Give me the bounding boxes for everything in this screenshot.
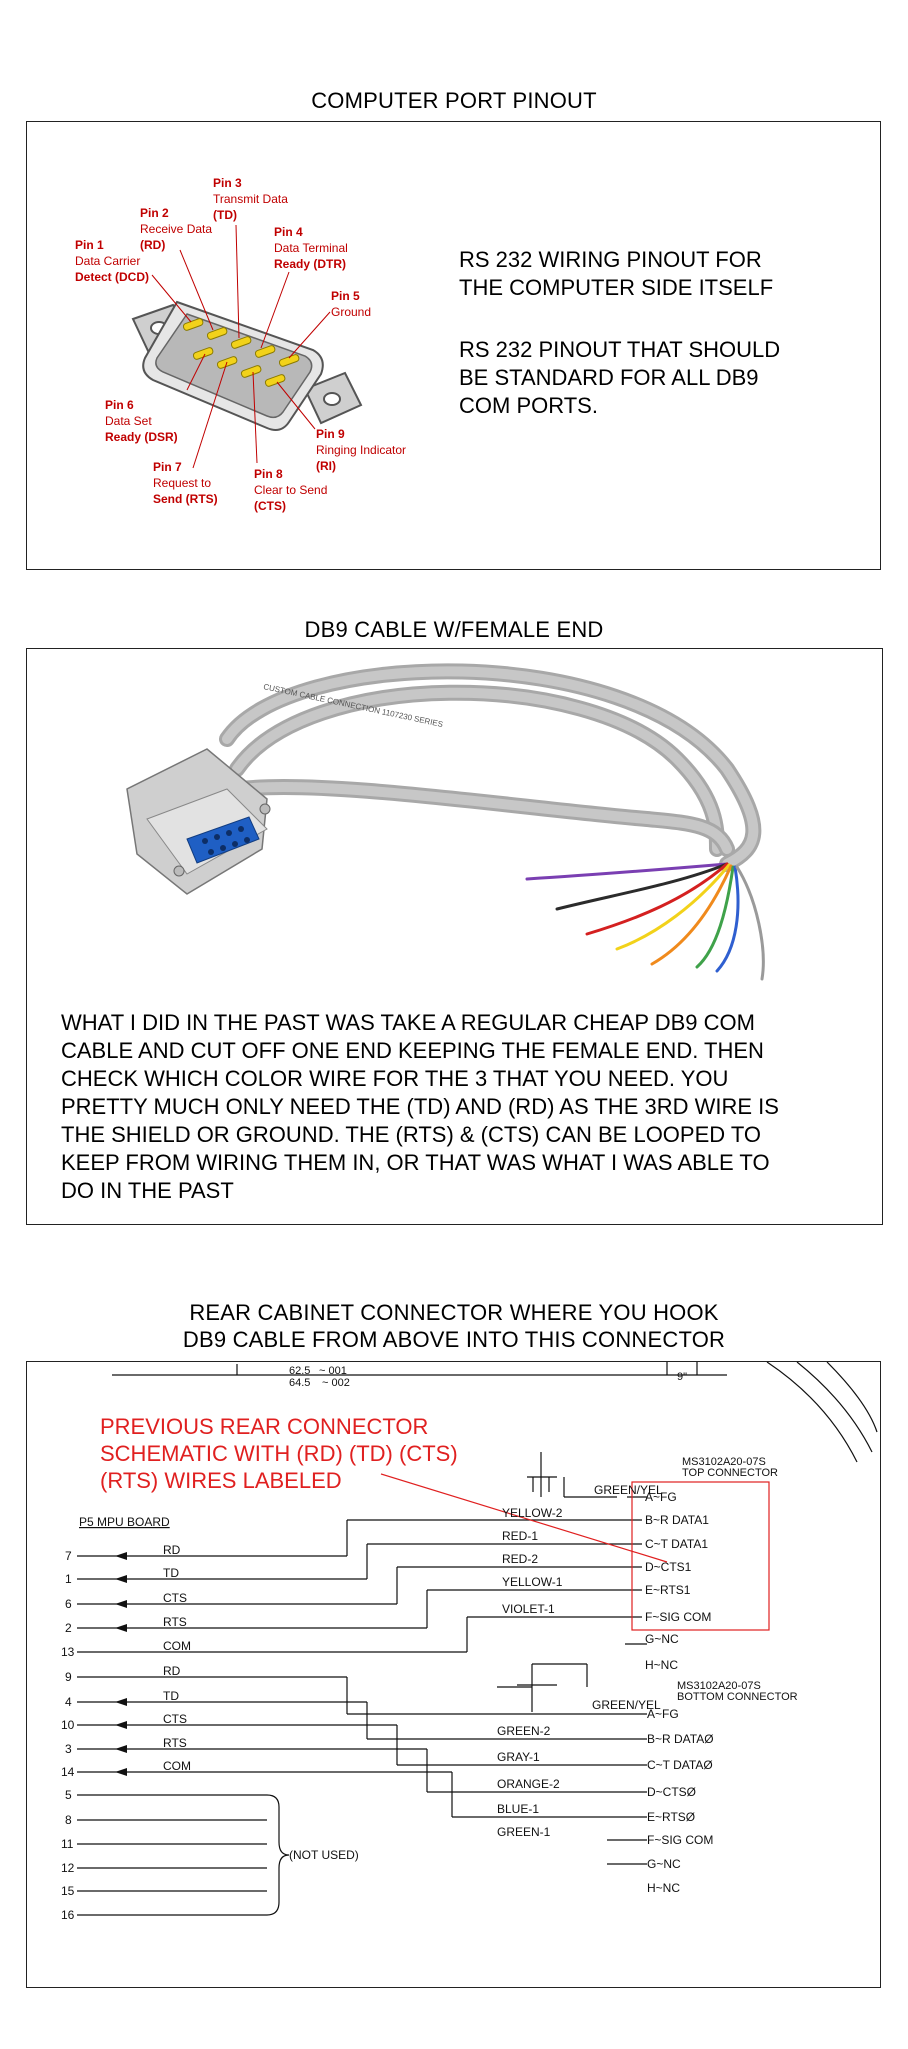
board-signal-label: TD <box>163 1566 179 1580</box>
board-signal-label: COM <box>163 1639 191 1653</box>
db9-cable-photo <box>27 649 882 989</box>
signal-arrows <box>115 1552 127 1776</box>
board-pin-number: 7 <box>65 1549 72 1563</box>
top-pin-g: G~NC <box>645 1632 679 1646</box>
wire-color: RED-2 <box>502 1552 539 1566</box>
bottom-pin-h: H~NC <box>647 1881 681 1895</box>
board-pin-number: 5 <box>65 1788 72 1802</box>
board-pin-number: 6 <box>65 1597 72 1611</box>
instruction-line: THE SHIELD OR GROUND. THE (RTS) & (CTS) CAN BE LOOPED TO <box>61 1122 762 1147</box>
pinout-note <box>459 246 780 420</box>
pin8-desc: Clear to Send <box>254 483 328 497</box>
board-pin-number: 10 <box>61 1718 75 1732</box>
db9-female-connector <box>127 749 270 894</box>
top-pin-c: C~T DATA1 <box>645 1537 709 1551</box>
wire-color: GRAY-1 <box>497 1750 540 1764</box>
pin1-abbr: Detect (DCD) <box>75 270 150 284</box>
board-pin-number: 3 <box>65 1742 72 1756</box>
schematic-panel <box>26 1361 881 1988</box>
top-pin-f: F~SIG COM <box>645 1610 712 1624</box>
bottom-pin-e: E~RTSØ <box>647 1810 696 1824</box>
top-pin-d: D~CTS1 <box>645 1560 692 1574</box>
green-yel-label: GREEN/YEL <box>592 1698 661 1712</box>
bottom-connector-part: MS3102A20-07S <box>677 1680 761 1692</box>
green-yel-label: GREEN/YEL <box>594 1483 663 1497</box>
wire-color: GREEN-2 <box>497 1724 551 1738</box>
highlighted-pins-box <box>632 1482 769 1630</box>
section1-title: COMPUTER PORT PINOUT <box>311 88 597 113</box>
pin6-desc: Data Set <box>105 414 152 428</box>
board-signal-label: RD <box>163 1664 181 1678</box>
fanned-wires <box>527 864 763 979</box>
db9-connector-drawing <box>133 302 361 430</box>
board-pin-number: 14 <box>61 1765 75 1779</box>
pin6-label: Pin 6 <box>105 398 134 412</box>
note-line: THE COMPUTER SIDE ITSELF <box>459 275 774 300</box>
note-line: BE STANDARD FOR ALL DB9 <box>459 365 759 390</box>
pin2-abbr: (RD) <box>140 238 166 252</box>
board-signal-label: CTS <box>163 1712 187 1726</box>
pin1-desc: Data Carrier <box>75 254 141 268</box>
instruction-line: PRETTY MUCH ONLY NEED THE (TD) AND (RD) AS THE 3RD WIRE IS <box>61 1094 779 1119</box>
board-signal-label: TD <box>163 1689 179 1703</box>
pin3-abbr: (TD) <box>213 208 237 222</box>
red-annotation-line2: SCHEMATIC WITH (RD) (TD) (CTS) <box>100 1441 458 1466</box>
pin8-label: Pin 8 <box>254 467 283 481</box>
pin7-desc: Request to <box>153 476 212 490</box>
pin2-label: Pin 2 <box>140 206 169 220</box>
pin9-abbr: (RI) <box>316 459 336 473</box>
pin9-label: Pin 9 <box>316 427 345 441</box>
pin8-abbr: (CTS) <box>254 499 286 513</box>
pin7-abbr: Send (RTS) <box>153 492 218 506</box>
top-pin-b: B~R DATA1 <box>645 1513 709 1527</box>
pin4-desc: Data Terminal <box>274 241 348 255</box>
wire-color: YELLOW-1 <box>502 1575 563 1589</box>
bottom-pin-a: A~FG <box>647 1707 679 1721</box>
cable-instructions <box>61 1009 779 1205</box>
board-pin-number: 15 <box>61 1884 75 1898</box>
pin4-abbr: Ready (DTR) <box>274 257 347 271</box>
pin6-abbr: Ready (DSR) <box>105 430 178 444</box>
wire-color: YELLOW-2 <box>502 1506 563 1520</box>
note-line: COM PORTS. <box>459 393 598 418</box>
wire-color: RED-1 <box>502 1529 539 1543</box>
note-line: RS 232 WIRING PINOUT FOR <box>459 247 762 272</box>
pinout-panel <box>26 121 881 570</box>
pin7-label: Pin 7 <box>153 460 182 474</box>
red-annotation-line1: PREVIOUS REAR CONNECTOR <box>100 1414 429 1439</box>
top-pin-a: A~FG <box>645 1490 677 1504</box>
bottom-pin-d: D~CTSØ <box>647 1785 697 1799</box>
cable-coils <box>227 671 753 864</box>
wire-color: GREEN-1 <box>497 1825 551 1839</box>
board-signal-label: CTS <box>163 1591 187 1605</box>
pin2-desc: Receive Data <box>140 222 213 236</box>
pin4-label: Pin 4 <box>274 225 303 239</box>
instruction-line: DO IN THE PAST <box>61 1178 234 1203</box>
wire-color: VIOLET-1 <box>502 1602 555 1616</box>
board-label: P5 MPU BOARD <box>79 1515 170 1529</box>
pin1-label: Pin 1 <box>75 238 104 252</box>
top-pin-h: H~NC <box>645 1658 679 1672</box>
pin5-desc: Ground <box>331 305 372 319</box>
wire-color: ORANGE-2 <box>497 1777 560 1791</box>
board-pin-number: 1 <box>65 1572 72 1586</box>
section2-title: DB9 CABLE W/FEMALE END <box>304 617 604 642</box>
dim-label: ~ 002 <box>322 1377 350 1389</box>
pin3-label: Pin 3 <box>213 176 242 190</box>
pin5-label: Pin 5 <box>331 289 360 303</box>
cable-print-text: CUSTOM CABLE CONNECTION 1107230 SERIES <box>262 682 444 730</box>
bottom-pin-b: B~R DATAØ <box>647 1732 714 1746</box>
bottom-pin-f: F~SIG COM <box>647 1833 714 1847</box>
pin9-desc: Ringing Indicator <box>316 443 407 457</box>
dim-label: 9" <box>677 1371 688 1383</box>
board-pin-number: 8 <box>65 1813 72 1827</box>
top-connector-part: MS3102A20-07S <box>682 1456 766 1468</box>
note-line: RS 232 PINOUT THAT SHOULD <box>459 337 781 362</box>
board-pin-number: 11 <box>61 1837 74 1851</box>
board-signal-label: RD <box>163 1543 181 1557</box>
section3-title-line1: REAR CABINET CONNECTOR WHERE YOU HOOK <box>189 1300 719 1325</box>
bottom-connector-label: BOTTOM CONNECTOR <box>677 1691 798 1703</box>
board-pin-number: 16 <box>61 1908 75 1922</box>
board-pin-number: 13 <box>61 1645 75 1659</box>
board-pin-number: 12 <box>61 1861 75 1875</box>
top-pin-e: E~RTS1 <box>645 1583 691 1597</box>
dim-label: 64.5 <box>289 1377 311 1389</box>
instruction-line: KEEP FROM WIRING THEM IN, OR THAT WAS WHAT I WAS ABLE TO <box>61 1150 770 1175</box>
top-connector-label: TOP CONNECTOR <box>682 1467 778 1479</box>
wire-color: BLUE-1 <box>497 1802 540 1816</box>
bottom-pin-c: C~T DATAØ <box>647 1758 713 1772</box>
board-signal-label: COM <box>163 1759 191 1773</box>
board-pin-number: 9 <box>65 1670 72 1684</box>
not-used-label: (NOT USED) <box>289 1848 359 1862</box>
instruction-line: WHAT I DID IN THE PAST WAS TAKE A REGULAR CHEAP DB9 COM <box>61 1010 755 1035</box>
instruction-line: CABLE AND CUT OFF ONE END KEEPING THE FEMALE END. THEN <box>61 1038 764 1063</box>
dim-label: ~ 001 <box>319 1365 347 1377</box>
dim-label: 62.5 <box>289 1365 311 1377</box>
board-pin-number: 4 <box>65 1695 72 1709</box>
red-annotation-line3: (RTS) WIRES LABELED <box>100 1468 342 1493</box>
instruction-line: CHECK WHICH COLOR WIRE FOR THE 3 THAT YOU NEED. YOU <box>61 1066 729 1091</box>
board-signal-label: RTS <box>163 1615 187 1629</box>
board-pin-number: 2 <box>65 1621 72 1635</box>
bottom-pin-g: G~NC <box>647 1857 681 1871</box>
rear-connector-schematic <box>27 1362 880 1987</box>
cable-panel <box>26 648 883 1225</box>
pin3-desc: Transmit Data <box>213 192 288 206</box>
board-signal-label: RTS <box>163 1736 187 1750</box>
section3-title-line2: DB9 CABLE FROM ABOVE INTO THIS CONNECTOR <box>182 1327 726 1352</box>
